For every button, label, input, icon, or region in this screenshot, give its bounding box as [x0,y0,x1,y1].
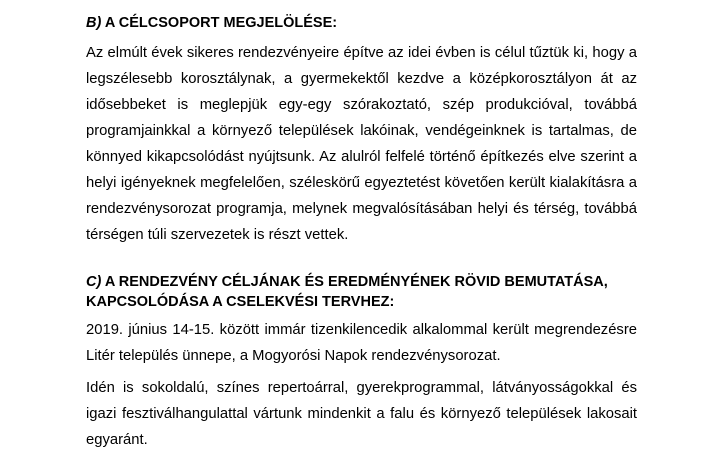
section-c-letter: C) [86,274,102,290]
section-b-title: A CÉLCSOPORT MEGJELÖLÉSE: [104,15,338,31]
section-c-title: A RENDEZVÉNY CÉLJÁNAK ÉS EREDMÉNYÉNEK RÖVID BEMUTATÁSA, KAPCSOLÓDÁSA A CSELEKVÉSI TERVHEZ: [86,274,608,310]
section-b-paragraph: Az elmúlt évek sikeres rendezvényeire építve az idei évben is célul tűztük ki, hogy a legszélesebb korosztálynak, a gyermekektől kezdve a középkorosztályon át az idősebbeket is meglepjük egy-egy szórakoztató, szép produkcióval, továbbá programjainkkal a környező települések lakóinak, vendégeinknek is tartalmas, de könnyed kikapcsolódást nyújtsunk. Az alulról felfelé történő építkezés elve szerint a helyi igényeknek megfelelően, széleskörű egyeztetést követően került kialakításra a rendezvénysorozat programja, melynek megvalósításában helyi és térség, továbbá térségen túli szervezetek is részt vettek. [86,45,637,243]
section-c-paragraph-1: 2019. június 14-15. között immár tizenkilencedik alkalommal került megrendezésre Litér település ünnepe, a Mogyorósi Napok rendezvénysorozat. [86,322,637,364]
section-b-letter: B) [86,15,102,31]
section-c-paragraph-2: Idén is sokoldalú, színes repertoárral, gyerekprogrammal, látványosságokkal és igazi fesztiválhangulattal vártunk mindenkit a falu és környező települések lakosait egyaránt. [86,380,637,448]
document-page [86,10,637,453]
section-b-heading [86,14,637,33]
section-c-heading [86,272,637,312]
